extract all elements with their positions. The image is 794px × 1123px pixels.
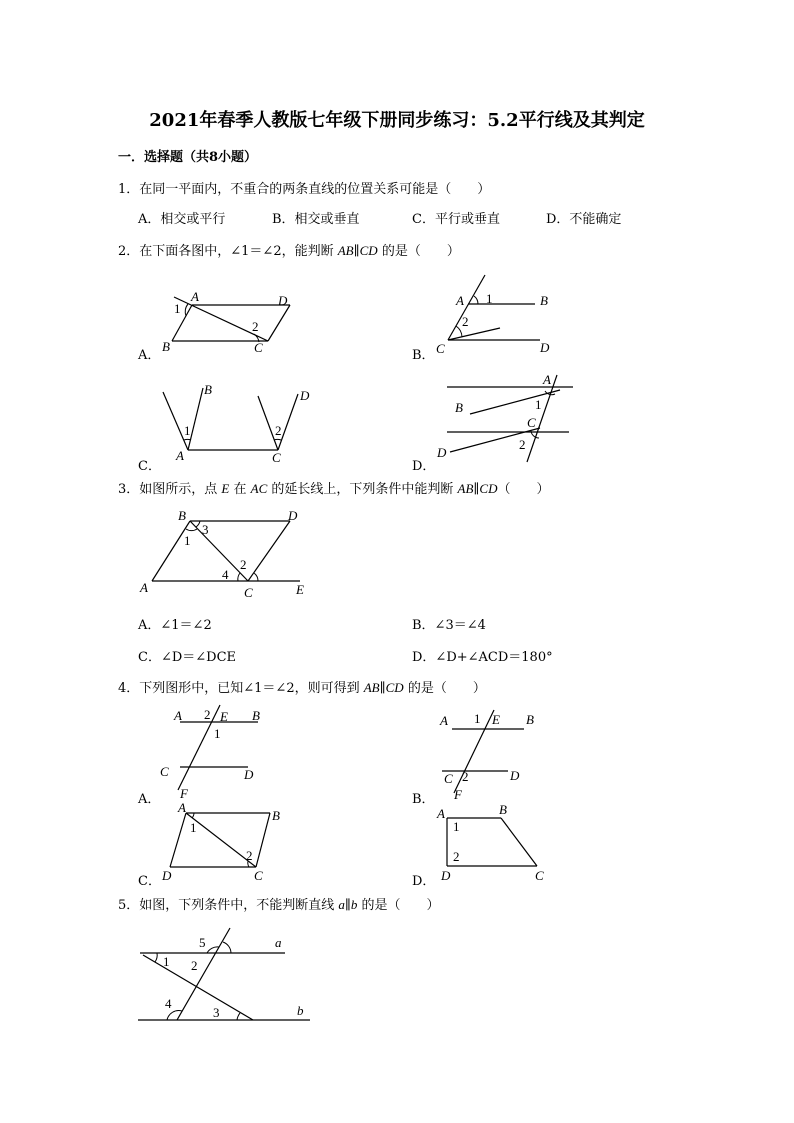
question-3-figure	[140, 505, 320, 600]
question-2-fig-a-label: A．	[138, 348, 161, 363]
question-2-fig-c-label: C．	[138, 459, 161, 474]
q4d-label-2: 2	[453, 849, 460, 864]
q4a-label-a: A	[174, 708, 182, 723]
q2c-label-b: B	[204, 382, 212, 397]
q4c-label-1: 1	[190, 820, 197, 835]
q2b-label-1: 1	[486, 291, 493, 306]
q4a-label-b: B	[252, 708, 260, 723]
question-2-fig-d-label: D．	[412, 459, 436, 474]
q2d-label-2: 2	[519, 437, 526, 452]
question-2-fig-b-label: B．	[412, 348, 435, 363]
q2d-label-b: B	[455, 400, 463, 415]
q4a-label-e: E	[220, 709, 228, 724]
q3-label-b: B	[178, 508, 186, 523]
q4d-label-1: 1	[453, 819, 460, 834]
q2c-label-c: C	[272, 450, 281, 465]
q2b-label-2: 2	[462, 314, 469, 329]
question-3-option-c: C．∠D＝∠DCE	[138, 650, 237, 665]
question-4-fig-c-label: C．	[138, 874, 161, 889]
q5-label-line-b: b	[297, 1003, 304, 1018]
q2b-label-a: A	[456, 293, 464, 308]
question-3-option-a: A．∠1＝∠2	[138, 618, 212, 633]
q5-label-5: 5	[199, 935, 206, 950]
q2d-label-1: 1	[535, 397, 542, 412]
q3-label-d: D	[288, 508, 298, 523]
q4b-label-f: F	[454, 787, 462, 802]
question-5-stem: 5．如图，下列条件中，不能判断直线 a∥b 的是（ ）	[118, 897, 440, 913]
q2c-label-1: 1	[184, 423, 191, 438]
q2b-label-d: D	[540, 340, 550, 355]
q2a-label-2: 2	[252, 319, 259, 334]
q3-label-4: 4	[222, 567, 229, 582]
q4a-label-1: 1	[214, 726, 221, 741]
question-4-fig-b-label: B．	[412, 792, 435, 807]
q3-label-1: 1	[184, 533, 191, 548]
question-1-option-a: A．相交或平行	[138, 212, 226, 227]
q3-label-c: C	[244, 585, 253, 600]
q2c-label-2: 2	[275, 423, 282, 438]
question-2-figure-c	[158, 380, 318, 465]
q3-label-a: A	[140, 580, 148, 595]
q5-label-4: 4	[165, 996, 172, 1011]
question-3-option-d: D．∠D+∠ACD＝180°	[412, 650, 553, 665]
q4c-label-c: C	[254, 868, 263, 883]
q4b-label-d: D	[510, 768, 520, 783]
q4a-label-c: C	[160, 764, 169, 779]
q4a-label-f: F	[180, 786, 188, 801]
question-4-figure-b	[432, 705, 552, 800]
q2b-label-b: B	[540, 293, 548, 308]
page-title: 2021年春季人教版七年级下册同步练习：5.2平行线及其判定	[149, 110, 645, 131]
question-1-option-d: D．不能确定	[546, 212, 622, 227]
question-3-stem: 3．如图所示，点 E 在 AC 的延长线上，下列条件中能判断 AB∥CD（ ）	[118, 481, 550, 497]
q2c-label-d: D	[300, 388, 310, 403]
q4b-label-c: C	[444, 771, 453, 786]
q4a-label-2: 2	[204, 707, 211, 722]
q5-label-2: 2	[191, 958, 198, 973]
section-heading: 一．选择题（共8小题）	[118, 150, 258, 165]
question-2-figure-d	[435, 370, 580, 465]
q5-label-1: 1	[163, 954, 170, 969]
q4c-label-d: D	[162, 868, 172, 883]
q5-label-line-a: a	[275, 935, 282, 950]
question-1-option-b: B．相交或垂直	[272, 212, 360, 227]
q4b-label-b: B	[526, 712, 534, 727]
q3-label-3: 3	[202, 522, 209, 537]
q4c-label-2: 2	[246, 848, 253, 863]
q4d-label-c: C	[535, 868, 544, 883]
q4b-label-a: A	[440, 713, 448, 728]
question-2-stem: 2．在下面各图中，∠1＝∠2，能判断 AB∥CD 的是（ ）	[118, 243, 460, 259]
question-4-stem: 4．下列图形中，已知∠1＝∠2，则可得到 AB∥CD 的是（ ）	[118, 680, 486, 696]
question-2-figure-a	[150, 285, 300, 360]
q2d-label-c: C	[527, 415, 536, 430]
q2a-label-d: D	[278, 293, 288, 308]
q4d-label-a: A	[437, 806, 445, 821]
q2a-label-1: 1	[174, 301, 181, 316]
question-2-figure-b	[430, 270, 570, 355]
question-4-figure-d	[435, 800, 555, 885]
question-1-stem: 1．在同一平面内，不重合的两条直线的位置关系可能是（ ）	[118, 182, 491, 197]
question-3-option-b: B．∠3＝∠4	[412, 618, 486, 633]
q4b-label-e: E	[492, 712, 500, 727]
q5-label-3: 3	[213, 1005, 220, 1020]
q2d-label-a: A	[543, 372, 551, 387]
question-5-figure	[135, 925, 320, 1030]
q3-label-e: E	[296, 582, 304, 597]
q3-label-2: 2	[240, 557, 247, 572]
q4c-label-b: B	[272, 808, 280, 823]
q2c-label-a: A	[176, 448, 184, 463]
question-4-fig-a-label: A．	[138, 792, 161, 807]
q2a-label-a: A	[191, 289, 199, 304]
question-4-figure-c	[158, 800, 298, 885]
q4a-label-d: D	[244, 767, 254, 782]
question-4-figure-a	[158, 700, 278, 800]
q2a-label-c: C	[254, 340, 263, 355]
q4b-label-2: 2	[462, 769, 469, 784]
q2a-label-b: B	[162, 339, 170, 354]
q4d-label-d: D	[441, 868, 451, 883]
q4c-label-a: A	[178, 800, 186, 815]
q4b-label-1: 1	[474, 711, 481, 726]
question-4-fig-d-label: D．	[412, 874, 436, 889]
q2b-label-c: C	[436, 341, 445, 356]
q4d-label-b: B	[499, 802, 507, 817]
question-1-option-c: C．平行或垂直	[412, 212, 500, 227]
q2d-label-d: D	[437, 445, 447, 460]
